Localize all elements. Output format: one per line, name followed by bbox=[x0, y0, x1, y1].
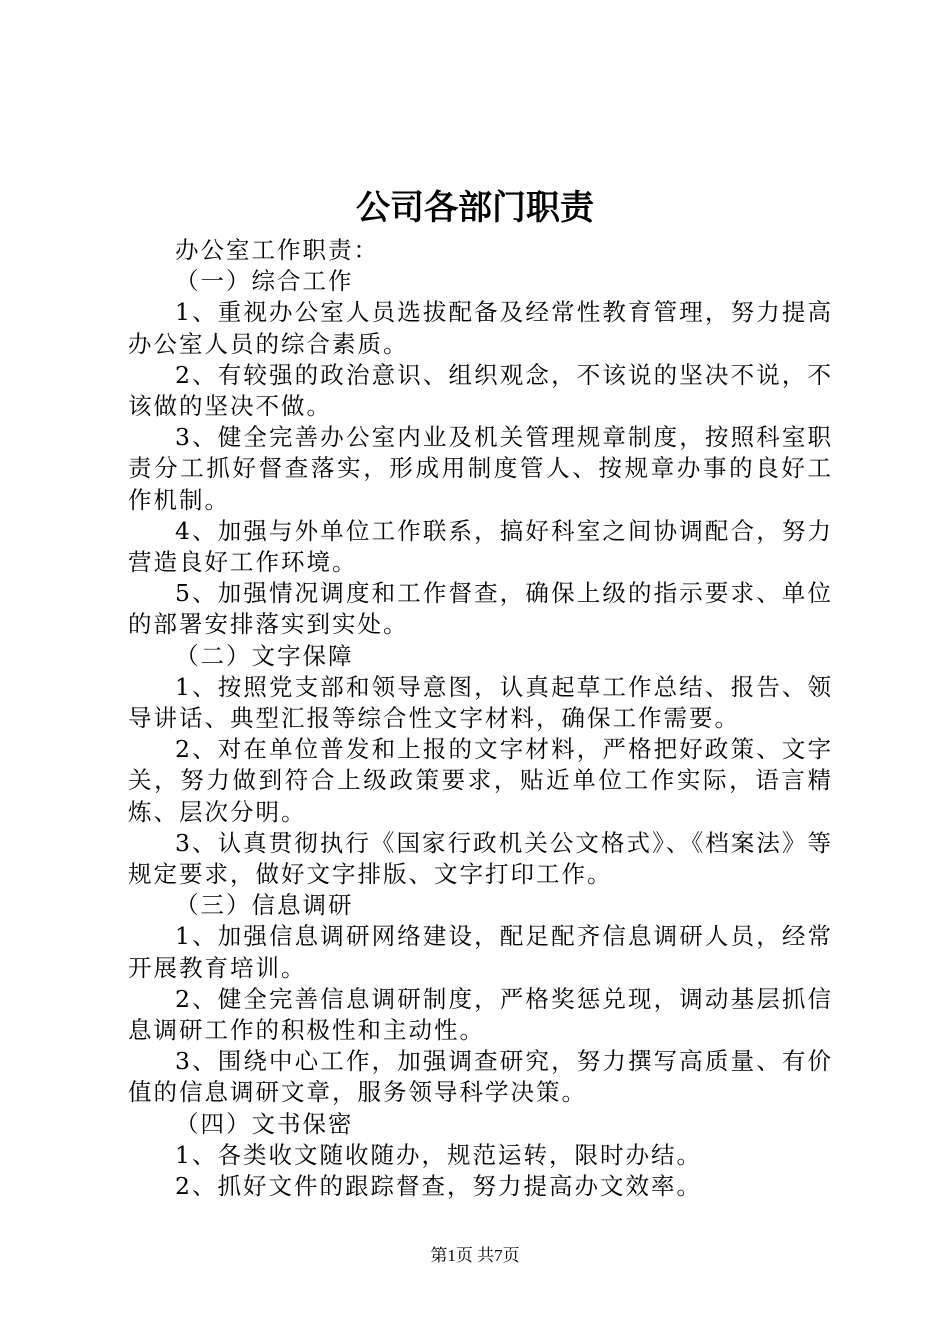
paragraph: 2、健全完善信息调研制度，严格奖惩兑现，调动基层抓信息调研工作的积极性和主动性。 bbox=[128, 984, 833, 1045]
paragraph: 2、抓好文件的跟踪督查，努力提高办文效率。 bbox=[175, 1172, 702, 1201]
paragraph: 3、围绕中心工作，加强调查研究，努力撰写高质量、有价值的信息调研文章，服务领导科学决策。 bbox=[128, 1047, 833, 1107]
paragraph: 5、加强情况调度和工作督查，确保上级的指示要求、单位的部署安排落实到实处。 bbox=[128, 579, 833, 639]
document-body bbox=[128, 235, 833, 1202]
paragraph: 1、加强信息调研网络建设，配足配齐信息调研人员，经常开展教育培训。 bbox=[128, 922, 833, 982]
paragraph: 2、有较强的政治意识、组织观念，不该说的坚决不说，不该做的坚决不做。 bbox=[128, 360, 833, 421]
paragraph: 1、按照党支部和领导意图，认真起草工作总结、报告、领导讲话、典型汇报等综合性文字材料，确保工作需要。 bbox=[128, 672, 833, 733]
section-heading: （四）文书保密 bbox=[175, 1109, 354, 1138]
paragraph: 4、加强与外单位工作联系，搞好科室之间协调配合，努力营造良好工作环境。 bbox=[128, 516, 833, 577]
section-heading: （三）信息调研 bbox=[175, 891, 354, 920]
paragraph: 办公室工作职责： bbox=[175, 236, 379, 264]
paragraph: 3、健全完善办公室内业及机关管理规章制度，按照科室职责分工抓好督查落实，形成用制度管人、按规章办事的良好工作机制。 bbox=[128, 423, 833, 514]
page-number: 第1页 共7页 bbox=[430, 1246, 520, 1265]
section-heading: （一）综合工作 bbox=[175, 267, 354, 296]
paragraph: 1、各类收文随收随办，规范运转，限时办结。 bbox=[175, 1140, 702, 1169]
paragraph: 3、认真贯彻执行《国家行政机关公文格式》、《档案法》等规定要求，做好文字排版、文字打印工作。 bbox=[128, 828, 833, 889]
section-heading: （二）文字保障 bbox=[175, 641, 354, 670]
paragraph: 2、对在单位普发和上报的文字材料，严格把好政策、文字关，努力做到符合上级政策要求，贴近单位工作实际，语言精炼、层次分明。 bbox=[128, 735, 833, 826]
paragraph: 1、重视办公室人员选拔配备及经常性教育管理，努力提高办公室人员的综合素质。 bbox=[128, 298, 833, 358]
document-title: 公司各部门职责 bbox=[356, 188, 594, 228]
